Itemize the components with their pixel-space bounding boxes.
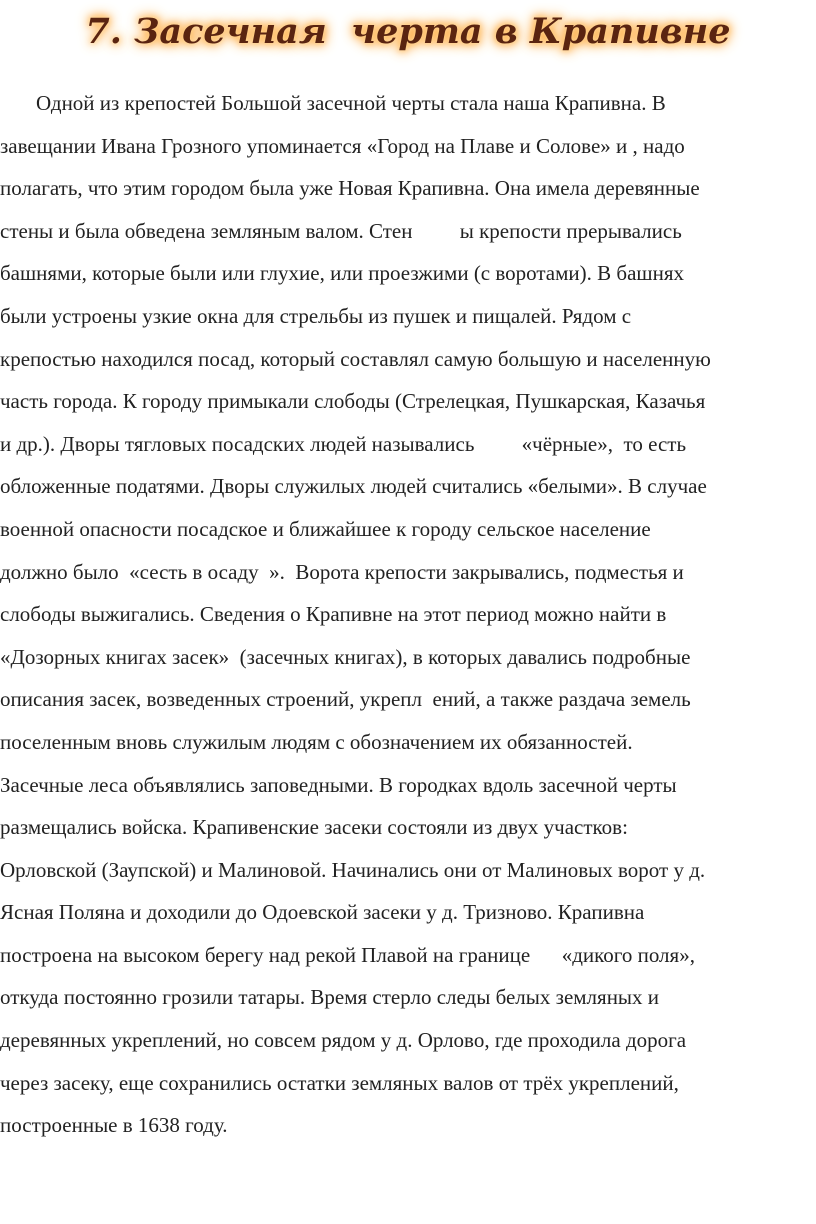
text-line: построенные в 1638 году. [0,1113,228,1138]
text-line: Одной из крепостей Большой засечной черты стала наша Крапивна. В [36,91,666,115]
text-line: должно было «сесть в осаду ». Ворота крепости закрывались, подместья и [0,559,684,584]
text-line: завещании Ивана Грозного упоминается «Город на Плаве и Солове» и , надо [0,133,685,158]
text-line: башнями, которые были или глухие, или проезжими (с воротами). В башнях [0,261,684,286]
text-line: через засеку, еще сохранились остатки земляных валов от трёх укреплений, [0,1070,679,1095]
text-line: откуда постоянно грозили татары. Время стерло следы белых земляных и [0,985,660,1010]
page-title: 7. Засечная черта в Крапивне [85,11,731,52]
text-line: слободы выжигались. Сведения о Крапивне на этот период можно найти в [0,602,667,627]
text-line: поселенным вновь служилым людям с обозначением их обязанностей. [0,729,633,754]
body-paragraph [0,82,816,1147]
text-line: Засечные леса объявлялись заповедными. В городках вдоль засечной черты [0,772,677,797]
text-line: стены и была обведена земляным валом. Стен ы крепости прерывались [0,218,682,243]
text-line: обложенные податями. Дворы служилых людей считались «белыми». В случае [0,474,707,499]
text-line: Ясная Поляна и доходили до Одоевской засеки у д. Тризново. Крапивна [0,900,645,925]
text-line: построена на высоком берегу над рекой Плавой на границе «дикого поля», [0,942,695,967]
text-line: крепостью находился посад, который составлял самую большую и населенную [0,346,711,371]
text-line: «Дозорных книгах засек» (засечных книгах), в которых давались подробные [0,644,691,669]
text-line: и др.). Дворы тягловых посадских людей назывались «чёрные», то есть [0,431,687,456]
text-line: размещались войска. Крапивенские засеки состояли из двух участков: [0,815,628,840]
text-line: военной опасности посадское и ближайшее к городу сельское население [0,516,651,541]
text-line: Орловской (Заупской) и Малиновой. Начинались они от Малиновых ворот у д. [0,857,706,882]
text-line: были устроены узкие окна для стрельбы из пушек и пищалей. Рядом с [0,303,632,328]
text-line: часть города. К городу примыкали слободы (Стрелецкая, Пушкарская, Казачья [0,389,706,414]
text-line: полагать, что этим городом была уже Новая Крапивна. Она имела деревянные [0,176,700,201]
text-line: деревянных укреплений, но совсем рядом у д. Орлово, где проходила дорога [0,1028,687,1053]
text-line: описания засек, возведенных строений, укрепл ений, а также раздача земель [0,687,691,712]
